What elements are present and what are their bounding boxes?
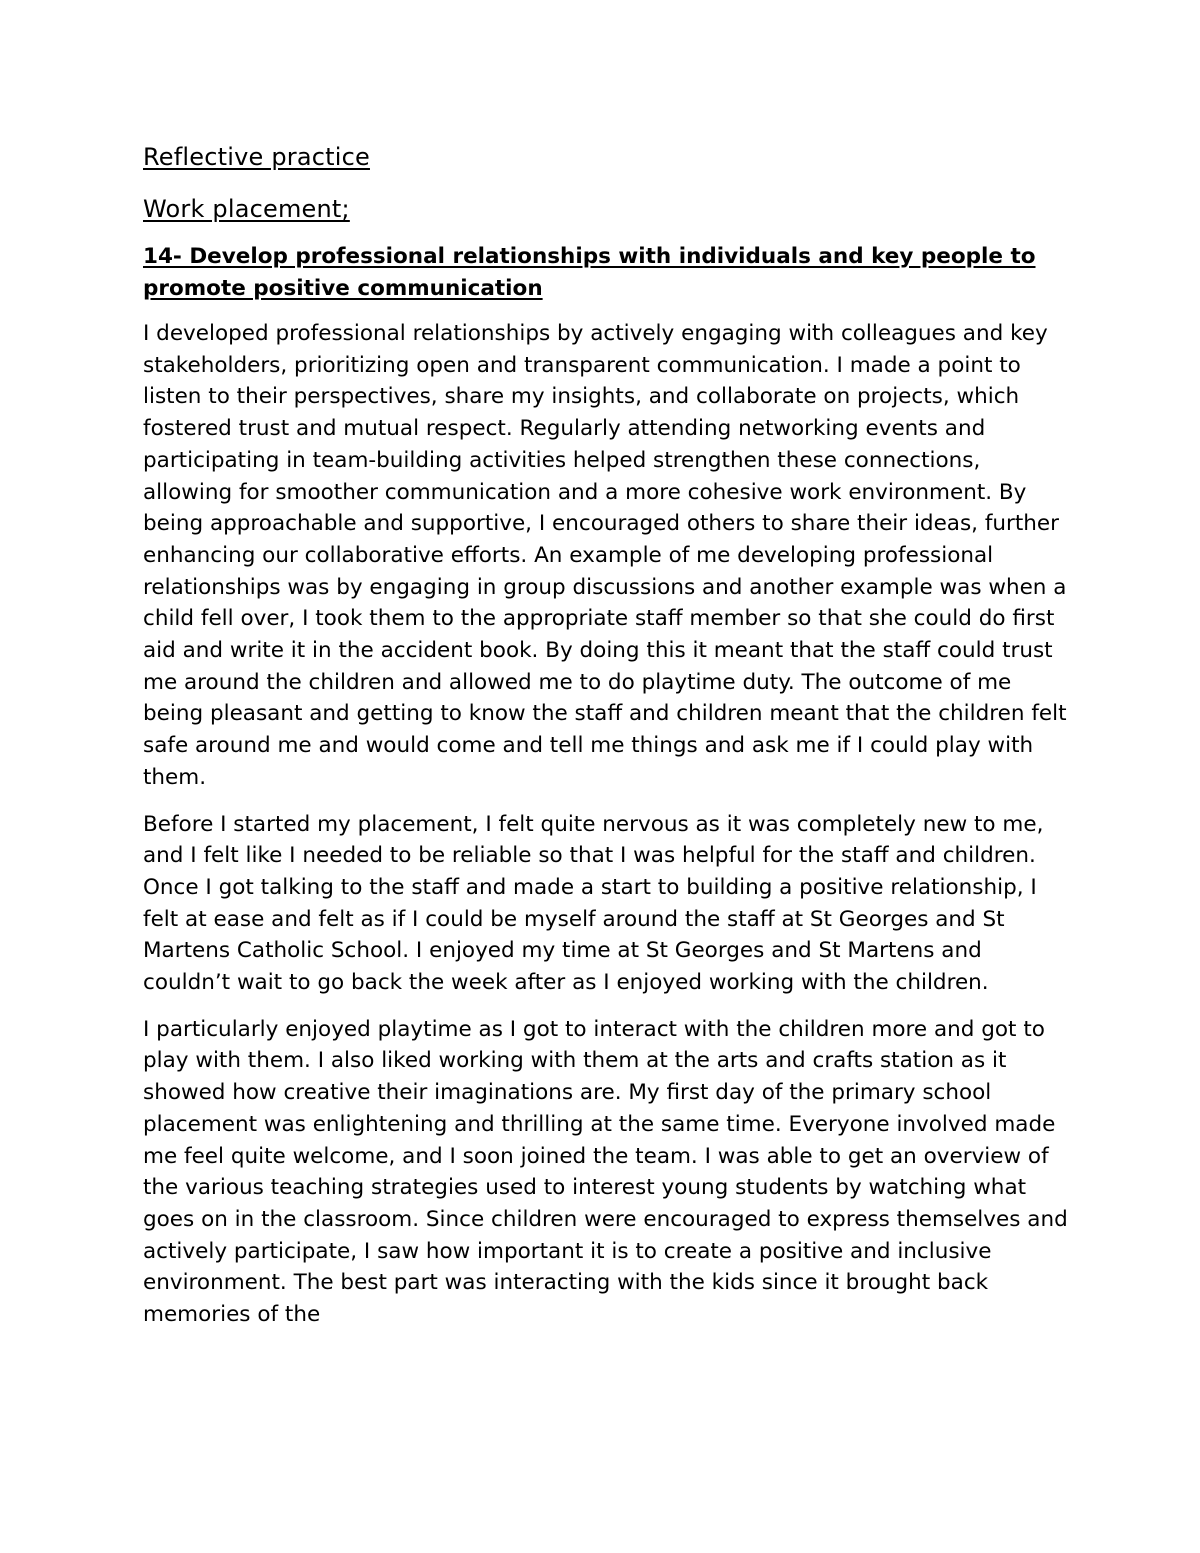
document-subtitle: Work placement; [143, 195, 350, 223]
paragraph-playtime-experience: I particularly enjoyed playtime as I got to interact with the children more and got to play with them. I also liked working with them at the arts and crafts station as it showed how creative their imaginations are. My first day of the primary school placement was enlightening and thrilling at the same time. Everyone involved made me feel quite welcome, and I soon joined the team. I was able to get an overview of the various teaching strategies used to interest young students by watching what goes on in the classroom. Since children were encouraged to express themselves and actively participate, I saw how important it is to create a positive and inclusive environment. The best part was interacting with the kids since it brought back memories of the [143, 1016, 1068, 1328]
section-heading: 14- Develop professional relationships with individuals and key people to promote positive communication [143, 244, 1036, 301]
paragraph-professional-relationships: I developed professional relationships by actively engaging with colleagues and key stakeholders, prioritizing open and transparent communication. I made a point to listen to their perspectives, share my insights, and collaborate on projects, which fostered trust and mutual respect. Regularly attending networking events and participating in team-building activities helped strengthen these connections, allowing for smoother communication and a more cohesive work environment. By being approachable and supportive, I encouraged others to share their ideas, further enhancing our collaborative efforts. An example of me developing professional relationships was by engaging in group discussions and another example was when a child fell over, I took them to the appropriate staff member so that she could do first aid and write it in the accident book. By doing this it meant that the staff could trust me around the children and allowed me to do playtime duty. The outcome of me being pleasant and getting to know the staff and children meant that the children felt safe around me and would come and tell me things and ask me if I could play with them. [143, 321, 1067, 790]
document-body [143, 141, 1073, 1346]
paragraph-placement-feelings: Before I started my placement, I felt quite nervous as it was completely new to me, and I felt like I needed to be reliable so that I was helpful for the staff and children. Once I got talking to the staff and made a start to building a positive relationship, I felt at ease and felt as if I could be myself around the staff at St Georges and St Martens Catholic School. I enjoyed my time at St Georges and St Martens and couldn’t wait to go back the week after as I enjoyed working with the children. [143, 811, 1044, 996]
document-title: Reflective practice [143, 143, 370, 171]
